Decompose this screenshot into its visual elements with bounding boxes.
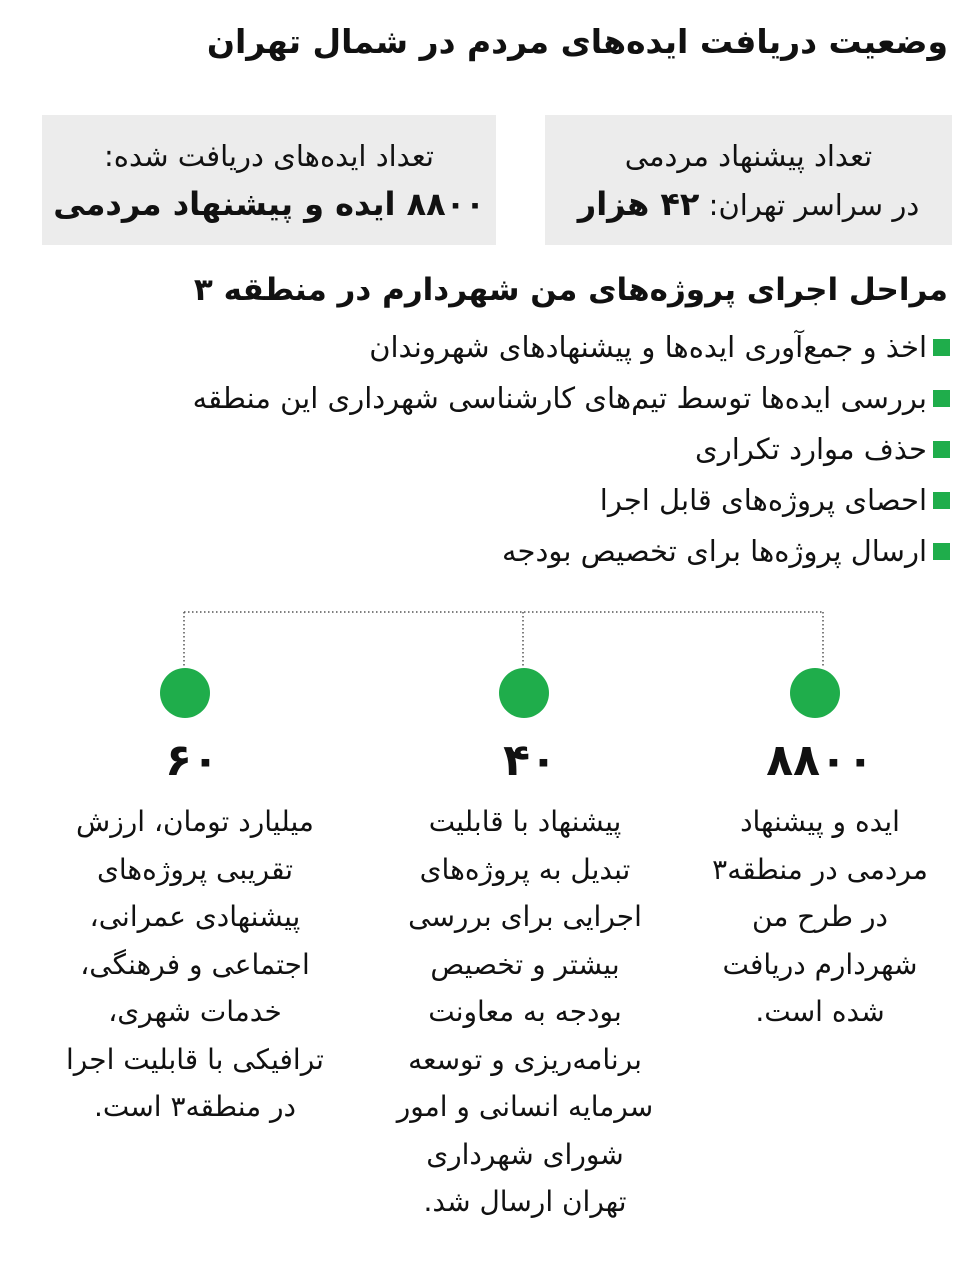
stat-value: ۸۸۰۰ ایده و پیشنهاد مردمی xyxy=(53,184,485,223)
step-item xyxy=(193,424,950,475)
stat-prefix: در سراسر تهران: xyxy=(699,187,920,222)
step-item xyxy=(193,526,950,577)
stat-line xyxy=(578,180,919,229)
figure-description: ایده و پیشنهاد مردمی در منطقه۳ در طرح من شهردارم دریافت شده است. xyxy=(712,805,928,1028)
figure-value: ۶۰ xyxy=(165,735,219,786)
step-item xyxy=(193,373,950,424)
step-item xyxy=(193,475,950,526)
bullet-square-icon xyxy=(933,390,950,407)
bullet-square-icon xyxy=(933,339,950,356)
step-text: اخذ و جمع‌آوری ایده‌ها و پیشنهادهای شهروندان xyxy=(369,330,927,364)
section-title: مراحل اجرای پروژه‌های من شهردارم در منطقه ۳ xyxy=(193,272,948,308)
circle-marker-icon xyxy=(160,668,210,718)
circle-marker-icon xyxy=(499,668,549,718)
figure-description: میلیارد تومان، ارزش تقریبی پروژه‌های پیشنهادی عمرانی، اجتماعی و فرهنگی، خدمات شهری، ترافیکی با قابلیت اجرا در منطقه۳ است. xyxy=(66,805,324,1123)
stat-label: تعداد ایده‌های دریافت شده: xyxy=(104,138,434,173)
step-text: ارسال پروژه‌ها برای تخصیص بودجه xyxy=(501,534,927,568)
bullet-square-icon xyxy=(933,492,950,509)
step-text: حذف موارد تکراری xyxy=(695,432,927,466)
step-text: بررسی ایده‌ها توسط تیم‌های کارشناسی شهرداری این منطقه xyxy=(192,381,927,415)
figure-value: ۸۸۰۰ xyxy=(766,735,874,786)
page-title: وضعیت دریافت ایده‌های مردم در شمال تهران xyxy=(206,22,948,61)
step-item xyxy=(193,322,950,373)
stat-box-received xyxy=(42,115,496,245)
stat-value: ۴۲ هزار xyxy=(577,184,700,223)
bullet-square-icon xyxy=(933,441,950,458)
stat-box-total-tehran xyxy=(545,115,952,245)
step-text: احصای پروژه‌های قابل اجرا xyxy=(599,483,927,517)
figure-description: پیشنهاد با قابلیت تبدیل به پروژه‌های اجرایی برای بررسی بیشتر و تخصیص بودجه به معاونت برنامه‌ریزی و توسعه سرمایه انسانی و امور شورای شهرداری تهران ارسال شد. xyxy=(396,805,654,1218)
circle-marker-icon xyxy=(790,668,840,718)
bullet-square-icon xyxy=(933,543,950,560)
steps-list xyxy=(193,322,950,577)
figure-value: ۴۰ xyxy=(503,735,557,786)
stat-label: تعداد پیشنهاد مردمی xyxy=(624,138,873,173)
